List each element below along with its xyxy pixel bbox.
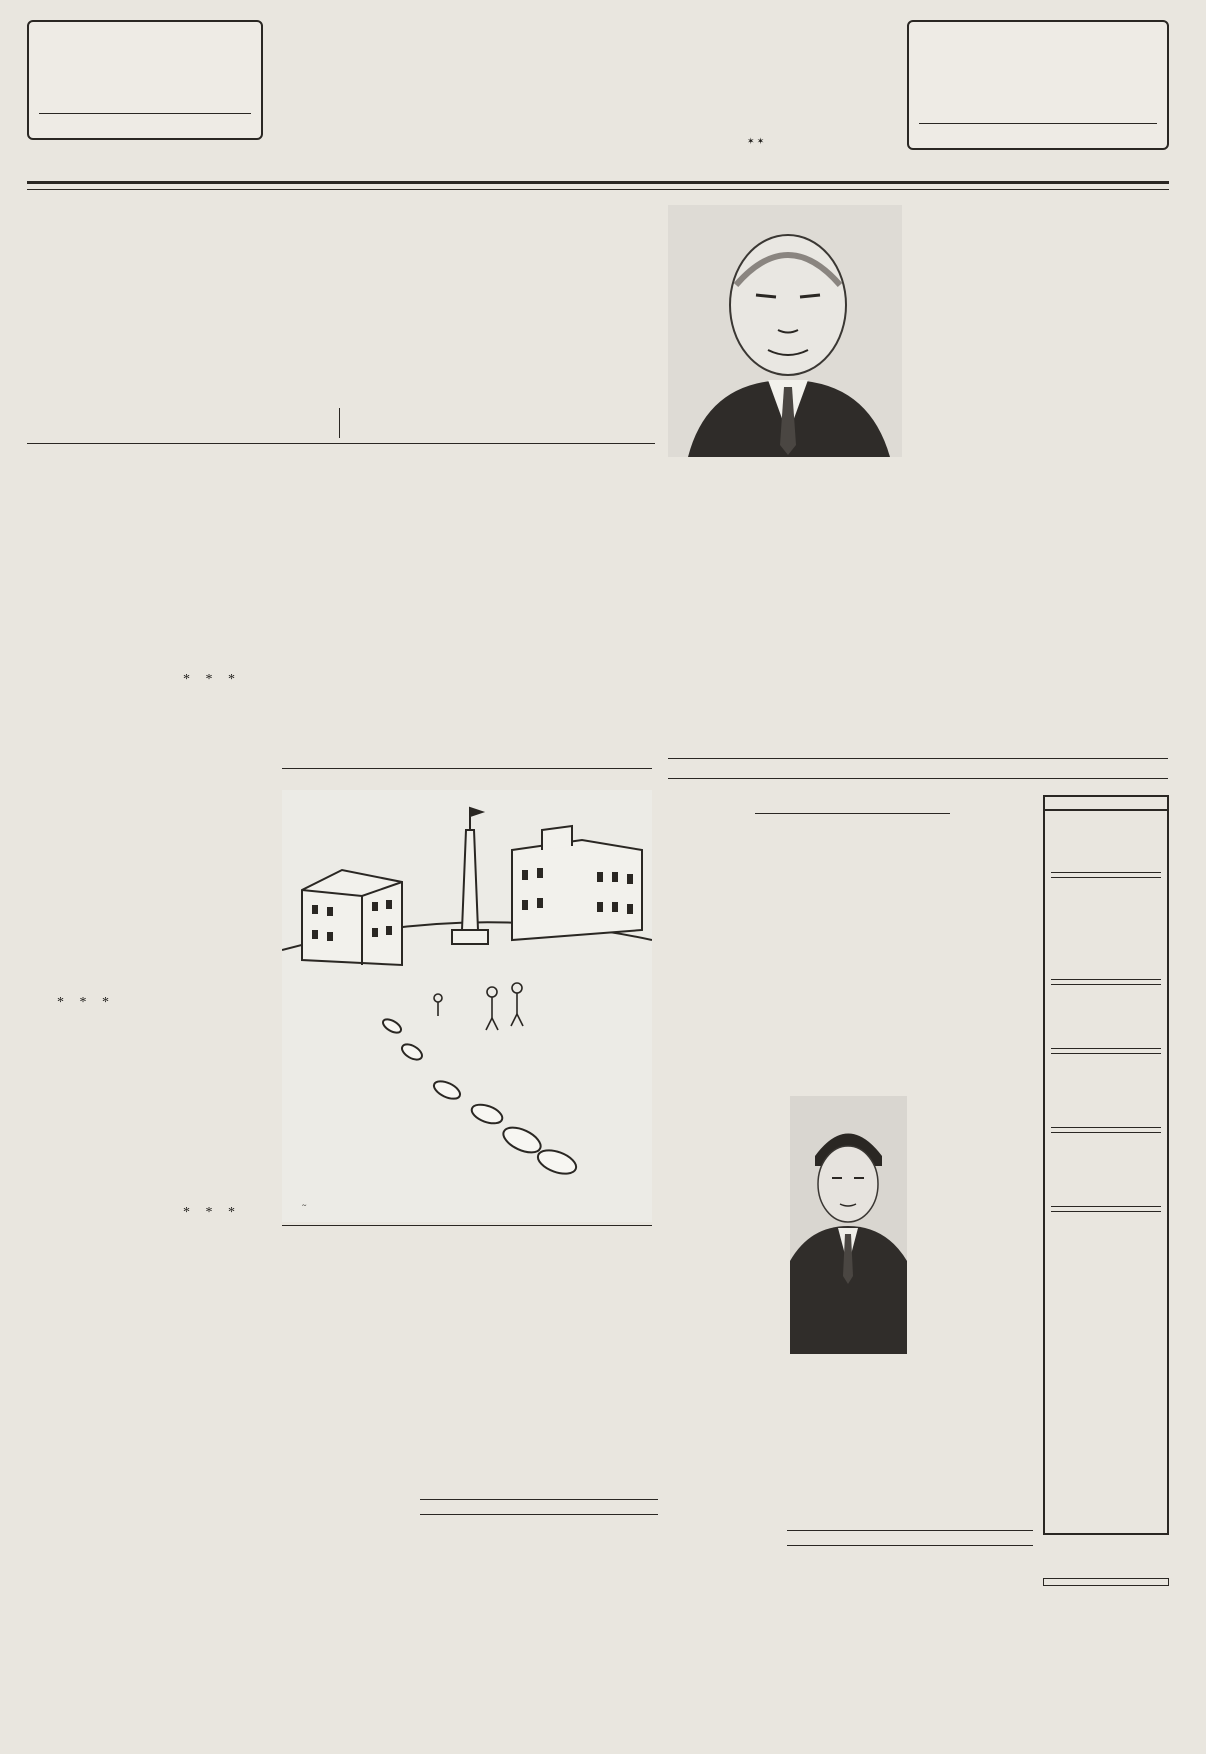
audran-subhead [670, 915, 1036, 949]
svg-text:~: ~ [302, 1201, 307, 1210]
beaubourg-col1b [27, 1020, 145, 1710]
gorbaciov-photo [668, 205, 902, 457]
audran-col2b [791, 1388, 907, 1528]
gorbaciov-caption [922, 216, 1168, 461]
beaubourg-col2b [153, 1228, 271, 1708]
sidebar-item[interactable] [1045, 985, 1167, 1054]
fermata-title [1043, 1578, 1169, 1586]
logo [295, 18, 855, 146]
firma-col3 [490, 1272, 590, 1492]
audran-portrait [790, 1096, 907, 1354]
gorbaciov-body-b [925, 632, 1165, 740]
sidebar-item[interactable] [1045, 1054, 1167, 1133]
gorbaciov-portrait [668, 205, 902, 457]
beaubourg-col2 [153, 549, 271, 659]
masthead-rule-thin [27, 189, 1169, 190]
firma-col1 [282, 1272, 380, 1728]
audran-col2 [791, 956, 907, 1091]
napoli-box[interactable] [420, 1497, 658, 1732]
sidebar-item[interactable] [1045, 811, 1167, 878]
beaubourg-col1-end [27, 1712, 145, 1726]
fermata-body [1043, 1594, 1169, 1704]
firenze-box[interactable] [787, 1528, 1033, 1738]
gorbaciov-body-a [675, 632, 915, 752]
masthead-left-box[interactable] [27, 20, 263, 140]
beaubourg-col1 [27, 549, 145, 989]
sidebar-item[interactable] [1045, 1133, 1167, 1212]
lead-body-b [472, 450, 652, 750]
lead-sub-left [27, 409, 329, 439]
fermata-box [1043, 1578, 1169, 1728]
audran-col3b [915, 1275, 1033, 1530]
separator-stars: * * * [57, 995, 115, 1010]
logo-stars-icon: ✶ ✶ [747, 136, 765, 146]
cartoon [282, 790, 652, 1222]
sidebar [1043, 795, 1169, 1535]
masthead-rule [27, 181, 1169, 184]
audran-col3 [915, 956, 1033, 1268]
cartoon-drawing [282, 790, 652, 1222]
sidebar-title [1045, 795, 1167, 811]
lead-body-a [282, 450, 459, 750]
sidebar-item[interactable] [1045, 878, 1167, 985]
audran-photo-caption [790, 1357, 907, 1383]
firma-col4 [596, 1272, 696, 1492]
beaubourg-col2-main [153, 700, 271, 1220]
lead-sub-right [350, 409, 655, 439]
masthead-right-box[interactable] [907, 20, 1169, 150]
audran-photo [790, 1096, 907, 1354]
